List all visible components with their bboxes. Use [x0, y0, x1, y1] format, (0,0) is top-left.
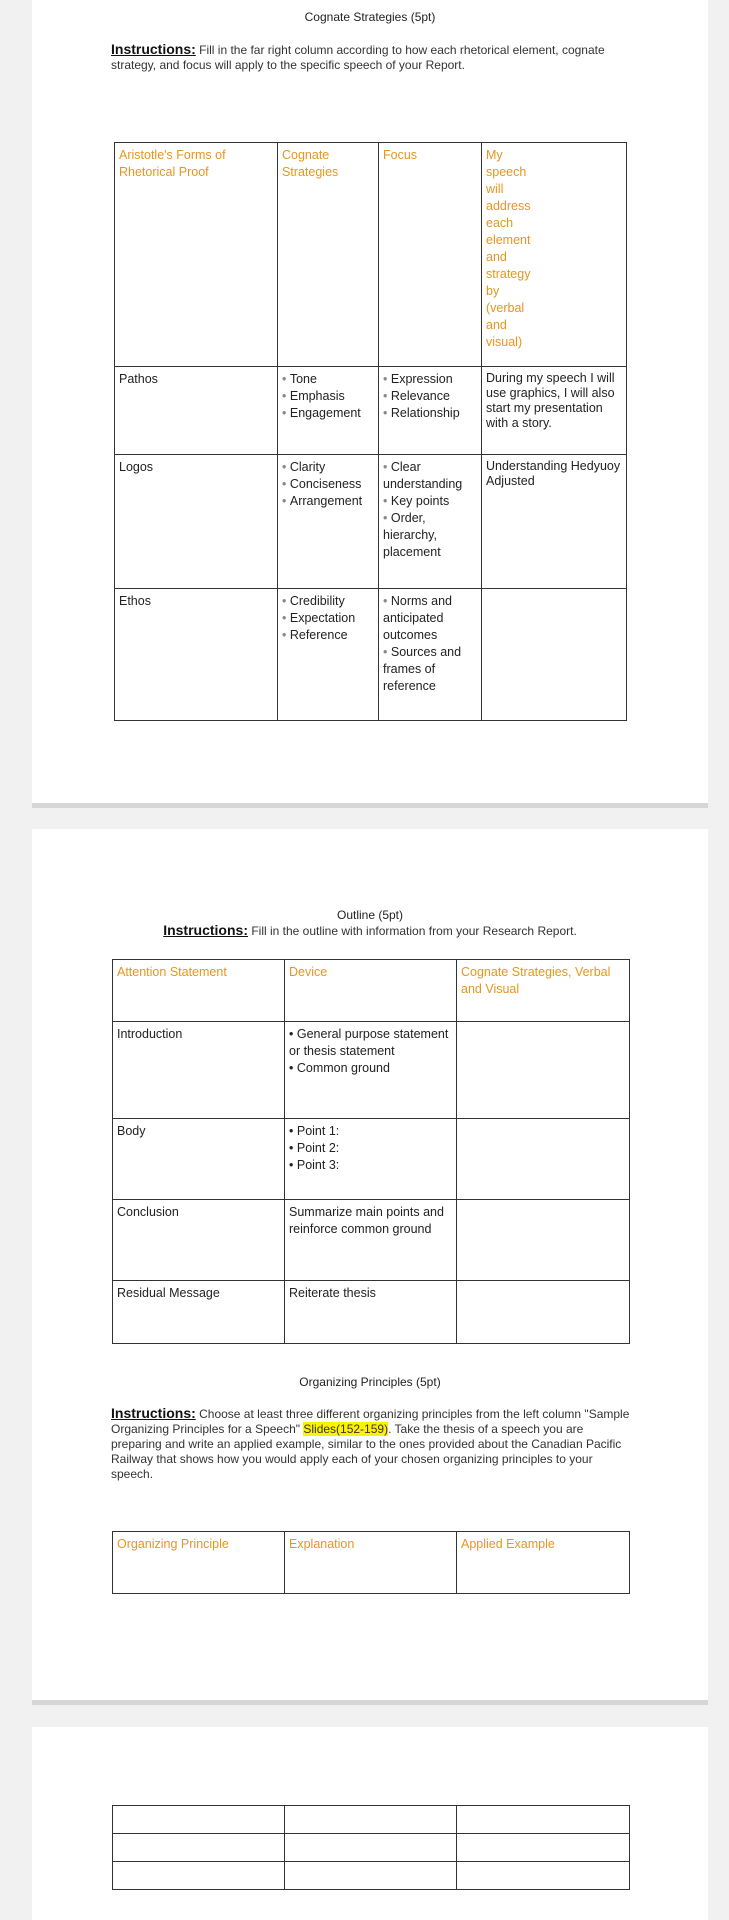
blank-cell[interactable] [285, 1862, 457, 1890]
organizing-principles-title: Organizing Principles (5pt) [299, 1375, 441, 1389]
answer-cell[interactable] [457, 1200, 630, 1281]
row-label: Pathos [115, 367, 278, 455]
header-cognate-verbal-visual: Cognate Strategies, Verbal and Visual [457, 960, 630, 1022]
answer-cell-pathos[interactable]: During my speech I will use graphics, I will also start my presentation with a story. [482, 367, 627, 455]
blank-cell[interactable] [457, 1806, 630, 1834]
cognate-table [114, 142, 627, 721]
device-cell: Summarize main points and reinforce common ground [285, 1200, 457, 1281]
table-header-row [113, 960, 630, 1022]
strategies-cell [278, 455, 379, 589]
list-item: • Emphasis [282, 388, 374, 405]
list-item: • Sources and frames of reference [383, 644, 477, 695]
instructions-label: Instructions: [163, 922, 248, 938]
instructions-text-2: . Take the thesis of a speech you are preparing and write an applied example, similar to the ones provided about the Canadian Pacific Railway that shows how you would apply each of your chosen organizing principles to your speech. [111, 1422, 622, 1481]
list-item: • Clarity [282, 459, 374, 476]
instructions-text: Fill in the outline with information from your Research Report. [247, 924, 577, 938]
instructions-text: Fill in the far right column according to how each rhetorical element, cognate strategy, and focus will apply to the specific speech of your Report. [111, 43, 605, 72]
table-header-row [115, 143, 627, 367]
answer-cell-ethos[interactable] [482, 589, 627, 721]
instructions-label: Instructions: [111, 41, 196, 57]
blank-cell[interactable] [285, 1806, 457, 1834]
table-row [113, 1862, 630, 1890]
table-row-body [113, 1119, 630, 1200]
table-header-row [113, 1532, 630, 1594]
strategies-cell [278, 367, 379, 455]
header-attention-statement: Attention Statement [113, 960, 285, 1022]
blank-cell[interactable] [457, 1834, 630, 1862]
focus-cell [379, 589, 482, 721]
header-applied-example: Applied Example [457, 1532, 630, 1594]
focus-cell [379, 455, 482, 589]
blank-cell[interactable] [113, 1862, 285, 1890]
answer-cell[interactable] [457, 1022, 630, 1119]
list-item: • Expression [383, 371, 477, 388]
page-2 [32, 829, 708, 1700]
list-item: • Relevance [383, 388, 477, 405]
header-device: Device [285, 960, 457, 1022]
device-cell [285, 1119, 457, 1200]
header-forms-of-proof: Aristotle's Forms of Rhetorical Proof [115, 143, 278, 367]
list-item: • Expectation [282, 610, 374, 627]
row-label: Residual Message [113, 1281, 285, 1344]
row-label: Logos [115, 455, 278, 589]
list-item: • Clear understanding [383, 459, 477, 493]
table-row-introduction [113, 1022, 630, 1119]
row-label: Conclusion [113, 1200, 285, 1281]
list-item: • Norms and anticipated outcomes [383, 593, 477, 644]
blank-cell[interactable] [113, 1806, 285, 1834]
page-1 [32, 0, 708, 803]
page-3 [32, 1727, 708, 1920]
focus-cell [379, 367, 482, 455]
device-cell: Reiterate thesis [285, 1281, 457, 1344]
answer-cell-logos[interactable]: Understanding Hedyuoy Adjusted [482, 455, 627, 589]
table-row [113, 1834, 630, 1862]
table-row-conclusion [113, 1200, 630, 1281]
outline-table [112, 959, 630, 1344]
table-row-logos [115, 455, 627, 589]
outline-title: Outline (5pt) [336, 908, 404, 922]
row-label: Body [113, 1119, 285, 1200]
blank-table [112, 1805, 630, 1890]
blank-cell[interactable] [113, 1834, 285, 1862]
list-item: • General purpose statement or thesis statement [289, 1026, 452, 1060]
list-item: • Point 2: [289, 1140, 452, 1157]
organizing-instructions [111, 1406, 635, 1482]
list-item: • Tone [282, 371, 374, 388]
page-separator [32, 1700, 708, 1705]
list-item: • Relationship [383, 405, 477, 422]
strategies-cell [278, 589, 379, 721]
row-label: Ethos [115, 589, 278, 721]
instructions-text: Choose at least three different organizing principles from the left column "Sample Organizing Principles for a Speech" [111, 1407, 630, 1436]
list-item: • Key points [383, 493, 477, 510]
table-row-ethos [115, 589, 627, 721]
slides-highlight: Slides(152-159) [303, 1422, 389, 1436]
header-focus: Focus [379, 143, 482, 367]
table-row-pathos [115, 367, 627, 455]
list-item: • Reference [282, 627, 374, 644]
header-organizing-principle: Organizing Principle [113, 1532, 285, 1594]
page-separator [32, 803, 708, 808]
list-item: • Arrangement [282, 493, 374, 510]
device-cell [285, 1022, 457, 1119]
table-row-residual-message [113, 1281, 630, 1344]
list-item: • Point 1: [289, 1123, 452, 1140]
list-item: • Point 3: [289, 1157, 452, 1174]
answer-cell[interactable] [457, 1281, 630, 1344]
header-cognate-strategies: Cognate Strategies [278, 143, 379, 367]
instructions-label: Instructions: [111, 1405, 196, 1421]
table-row [113, 1806, 630, 1834]
cognate-strategies-title: Cognate Strategies (5pt) [304, 10, 436, 24]
header-my-speech: My speech will address each element and strategy by (verbal and visual) [482, 143, 627, 367]
blank-cell[interactable] [457, 1862, 630, 1890]
blank-cell[interactable] [285, 1834, 457, 1862]
outline-instructions [32, 923, 708, 939]
cognate-instructions [111, 42, 651, 73]
list-item: • Conciseness [282, 476, 374, 493]
header-explanation: Explanation [285, 1532, 457, 1594]
list-item: • Engagement [282, 405, 374, 422]
list-item: • Credibility [282, 593, 374, 610]
list-item: • Common ground [289, 1060, 452, 1077]
list-item: • Order, hierarchy, placement [383, 510, 477, 561]
row-label: Introduction [113, 1022, 285, 1119]
answer-cell[interactable] [457, 1119, 630, 1200]
organizing-table [112, 1531, 630, 1594]
